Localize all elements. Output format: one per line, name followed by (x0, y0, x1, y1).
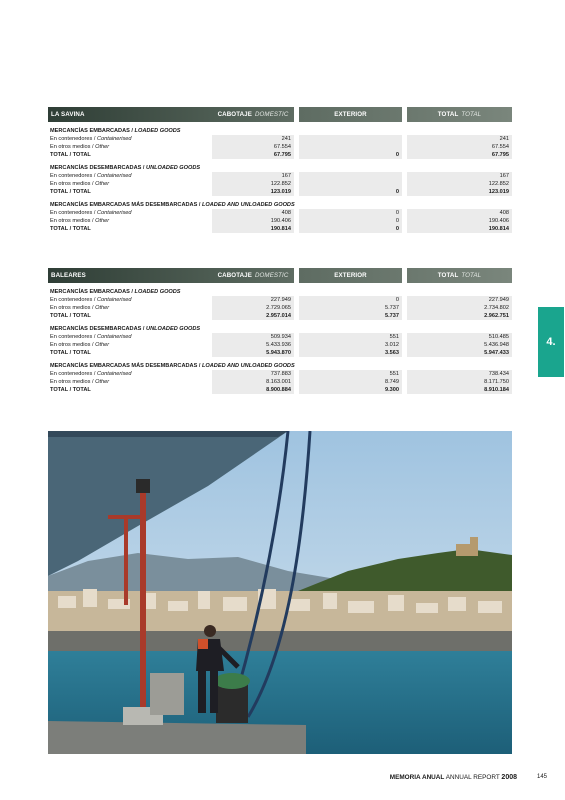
table-row: En contenedores / Containerised 509.934 551 510.485 (48, 333, 512, 341)
table-row: En contenedores / Containerised 737.883 551 738.434 (48, 370, 512, 378)
table-row: En otros medios / Other 67.554 67.554 (48, 143, 512, 151)
harbour-photo-illustration (48, 431, 512, 754)
table-row-total: TOTAL / TOTAL 67.795 0 67.795 (48, 151, 512, 159)
table-row: En otros medios / Other 190.406 0 190.406 (48, 217, 512, 225)
table-row-total: TOTAL / TOTAL 8.900.884 9.300 8.910.184 (48, 386, 512, 394)
group-title: MERCANCÍAS DESEMBARCADAS / UNLOADED GOODS (50, 326, 201, 332)
table-row: En otros medios / Other 122.852 122.852 (48, 180, 512, 188)
table-row-total: TOTAL / TOTAL 5.943.870 3.563 5.947.433 (48, 349, 512, 357)
group-loaded (48, 127, 512, 159)
group-loaded-unloaded (48, 201, 512, 233)
group-title: MERCANCÍAS EMBARCADAS / LOADED GOODS (50, 128, 181, 134)
group-loaded (48, 288, 512, 320)
table-header (48, 107, 512, 122)
header-cabotaje: CABOTAJE DOMESTIC (212, 107, 294, 122)
header-cabotaje: CABOTAJE DOMESTIC (212, 268, 294, 283)
table-row-total: TOTAL / TOTAL 2.957.014 5.737 2.962.751 (48, 312, 512, 320)
header-region: LA SAVINA (48, 107, 212, 122)
table-row: En contenedores / Containerised 408 0 408 (48, 209, 512, 217)
table-row: En contenedores / Containerised 167 167 (48, 172, 512, 180)
footer-title: MEMORIA ANUAL ANNUAL REPORT 2008 (389, 774, 517, 781)
group-title: MERCANCÍAS DESEMBARCADAS / UNLOADED GOODS (50, 165, 201, 171)
header-total: TOTAL TOTAL (407, 107, 512, 122)
group-unloaded (48, 164, 512, 196)
group-loaded-unloaded (48, 362, 512, 394)
table-row-total: TOTAL / TOTAL 123.019 0 123.019 (48, 188, 512, 196)
group-title: MERCANCÍAS EMBARCADAS MÁS DESEMBARCADAS / LOADED AND UNLOADED GOODS (50, 363, 295, 369)
table-row-total: TOTAL / TOTAL 190.814 0 190.814 (48, 225, 512, 233)
harbour-photo (48, 431, 512, 754)
page-number: 145 (537, 774, 548, 780)
chapter-tab: 4. (538, 307, 564, 377)
table-baleares (48, 268, 512, 394)
table-row: En contenedores / Containerised 241 241 (48, 135, 512, 143)
header-exterior: EXTERIOR (299, 107, 402, 122)
group-unloaded (48, 325, 512, 357)
table-row: En otros medios / Other 8.163.001 8.749 8.171.750 (48, 378, 512, 386)
table-row: En otros medios / Other 2.729.065 5.737 2.734.802 (48, 304, 512, 312)
table-header (48, 268, 512, 283)
group-title: MERCANCÍAS EMBARCADAS MÁS DESEMBARCADAS / LOADED AND UNLOADED GOODS (50, 202, 295, 208)
table-row: En contenedores / Containerised 227.949 0 227.949 (48, 296, 512, 304)
header-region: BALEARES (48, 268, 212, 283)
group-title: MERCANCÍAS EMBARCADAS / LOADED GOODS (50, 289, 181, 295)
table-la-savina (48, 107, 512, 233)
header-exterior: EXTERIOR (299, 268, 402, 283)
header-total: TOTAL TOTAL (407, 268, 512, 283)
page-footer (0, 774, 565, 784)
table-row: En otros medios / Other 5.433.936 3.012 5.436.948 (48, 341, 512, 349)
